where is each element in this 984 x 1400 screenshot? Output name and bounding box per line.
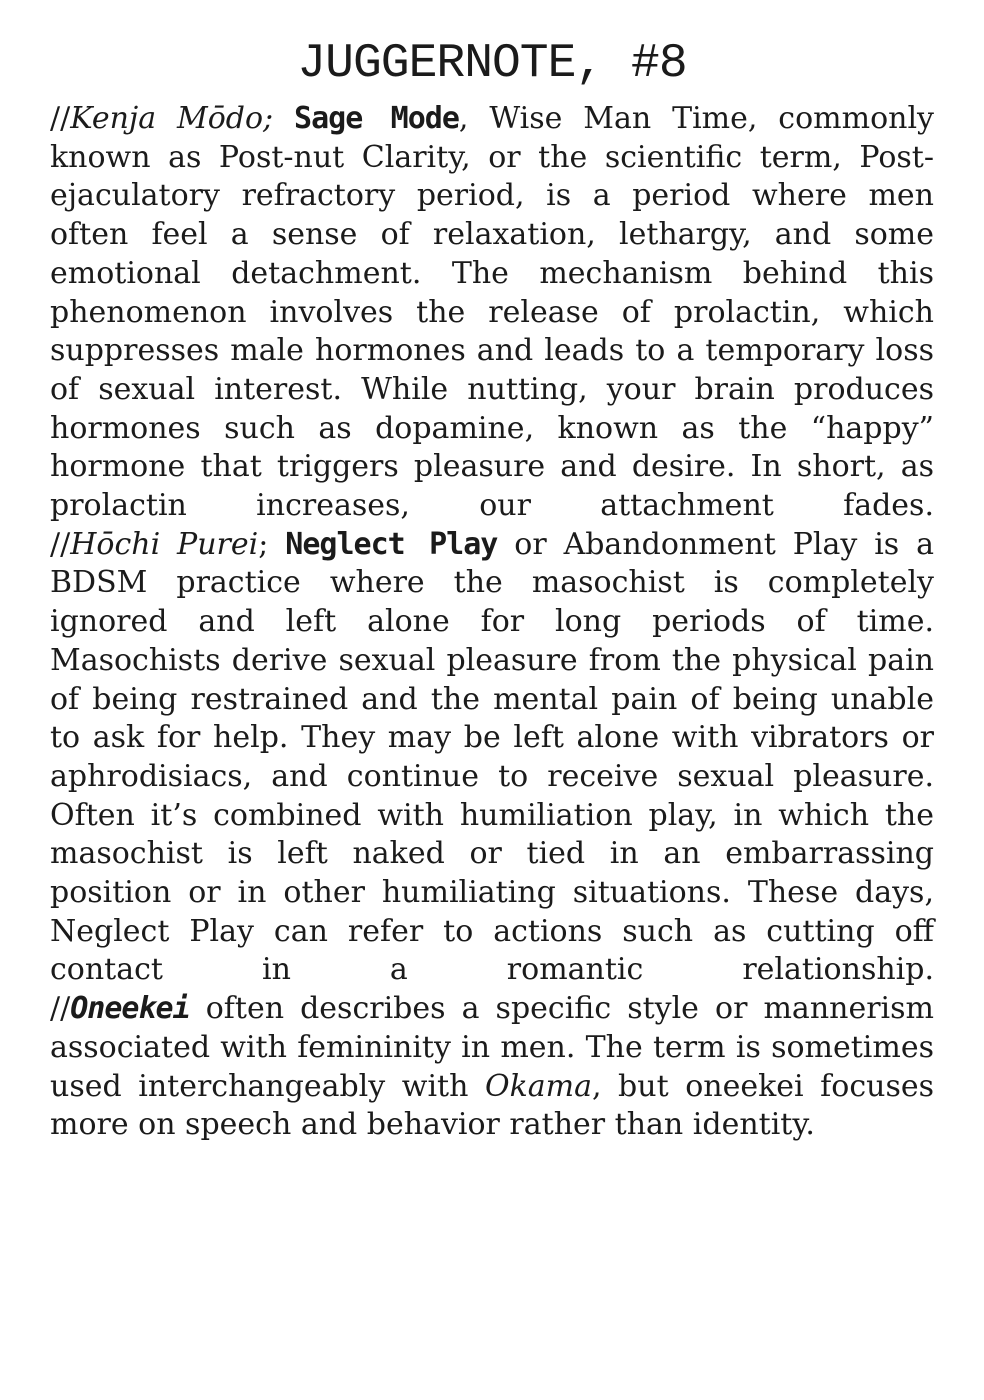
entry-description-end: , but oneekei focuses more on speech and behavior rather than identity. [50, 1068, 934, 1143]
entry-kenja-modo [50, 100, 934, 526]
entry-prefix: // [50, 101, 71, 136]
term-separator: ; [258, 526, 286, 562]
term-okama: Okama [484, 1068, 592, 1104]
term-english: Neglect Play [285, 526, 498, 562]
document-page [50, 36, 934, 1145]
term-romaji: Oneekei [70, 991, 190, 1027]
entry-hochi-purei [50, 526, 934, 990]
entry-prefix: // [50, 526, 71, 562]
body-text [50, 100, 934, 1145]
entry-description: or Abandonment Play is a BDSM practice where the masochist is completely ignored and left alone for long periods of time. Masochists derive sexual pleasure from the physical pain of being restrained and the mental pain of being unable to ask for help. They may be left alone with vibrators or aphrodisiacs, and continue to receive sexual pleasure. Often it’s combined with humiliation play, in which the masochist is left naked or tied in an embarrassing position or in other humiliating situations. These days, Neglect Play can refer to actions such as cutting off contact in a romantic relationship. [50, 526, 934, 988]
term-english: Sage Mode [294, 101, 459, 136]
term-romaji: Hōchi Purei [70, 526, 259, 562]
page-title: JUGGERNOTE, #8 [297, 37, 687, 91]
entry-oneekei [50, 990, 934, 1145]
entry-prefix: // [50, 991, 71, 1027]
term-romaji: Kenja Mōdo; [70, 101, 274, 136]
entry-description: , Wise Man Time, commonly known as Post-nut Clarity, or the scientific term, Post-ejaculatory refractory period, is a period where men often feel a sense of relaxation, lethargy, and some emotional detachment. The mechanism behind this phenomenon involves the release of prolactin, which suppresses male hormones and leads to a temporary loss of sexual interest. While nutting, your brain produces hormones such as dopamine, known as the “happy” hormone that triggers pleasure and desire. In short, as prolactin increases, our attachment fades. [50, 101, 934, 524]
entry-description-start: often describes a specific style or mannerism associated with femininity in men. The term is sometimes used interchangeably with [50, 991, 934, 1104]
